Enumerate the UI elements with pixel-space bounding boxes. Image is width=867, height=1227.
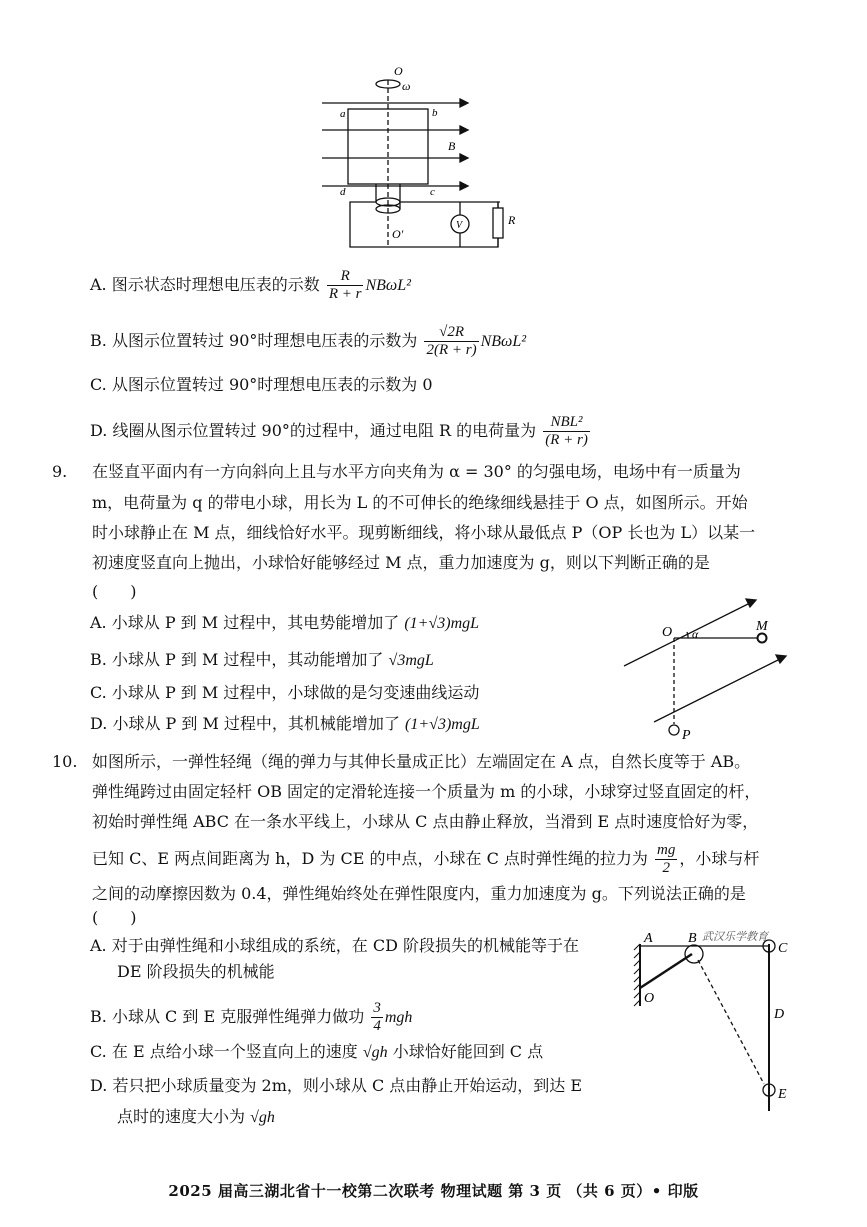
watermark-text: 武汉乐学教育 — [702, 931, 768, 943]
q10-option-b: B. 小球从 C 到 E 克服弹性绳弹力做功 $\frac{3}{4}$ mgh — [90, 1000, 413, 1034]
point-e-label: E — [778, 1087, 787, 1102]
q8-option-b: B. 从图示位置转过 90°时理想电压表的示数为 $\frac{√2R}{2(R + r)}$ NBωL² — [90, 324, 527, 358]
q8-option-a: A. 图示状态时理想电压表的示数 $\frac{R}{R + r}$ NBωL² — [90, 268, 411, 302]
q10-option-c: C. 在 E 点给小球一个竖直向上的速度 √gh 小球恰好能回到 C 点 — [90, 1042, 544, 1061]
corner-d-label: d — [340, 186, 346, 198]
point-b-label: B — [688, 931, 697, 946]
q10-answer-paren: ( ) — [92, 908, 137, 927]
omega-label: ω — [402, 79, 411, 93]
q10-option-a: A. 对于由弹性绳和小球组成的系统，在 CD 阶段损失的机械能等于在 — [90, 936, 579, 955]
page-footer: 2025 届高三湖北省十一校第二次联考 物理试题 第 3 页 （共 6 页）• 印版 — [168, 1182, 699, 1200]
point-a-label: A — [644, 931, 653, 946]
point-o-label: O — [644, 991, 655, 1006]
voltmeter-label: V — [456, 220, 463, 231]
q9-stem-line: 时小球静止在 M 点，细线恰好水平。现剪断细线，将小球从最低点 P（OP 长也为 L）以某一 — [92, 523, 756, 542]
q10-stem-line: 初始时弹性绳 ABC 在一条水平线上，小球从 C 点由静止释放，当滑到 E 点时速度恰好为零， — [92, 812, 759, 831]
axis-bottom-label: O′ — [392, 227, 404, 241]
q9-stem-line: 初速度竖直向上抛出，小球恰好能够经过 M 点，重力加速度为 g，则以下判断正确的是 — [92, 553, 710, 572]
q8-option-c: C. 从图示位置转过 90°时理想电压表的示数为 0 — [90, 375, 433, 394]
point-c-label: C — [778, 941, 788, 956]
q10-stem-line: 如图所示，一弹性轻绳（绳的弹力与其伸长量成正比）左端固定在 A 点，自然长度等于 AB。 — [92, 752, 751, 771]
point-o-label: O — [662, 625, 673, 640]
q9-number: 9. — [52, 462, 68, 481]
elastic-rope-figure — [626, 926, 806, 1126]
q9-stem-line: m，电荷量为 q 的带电小球，用长为 L 的不可伸长的绝缘细线悬挂于 O 点，如图所示。开始 — [92, 493, 748, 512]
q9-answer-paren: ( ) — [92, 582, 137, 601]
point-m-label: M — [756, 619, 768, 634]
point-p-label: P — [682, 728, 691, 743]
q10-option-d: D. 若只把小球质量变为 2m，则小球从 C 点由静止开始运动，到达 E — [90, 1076, 583, 1095]
resistor-label: R — [508, 213, 516, 227]
q10-stem-line: 已知 C、E 两点间距离为 h，D 为 CE 的中点，小球在 C 点时弹性绳的拉力为 $\frac{mg}{2}$ ，小球与杆 — [92, 842, 760, 876]
q9-option-a: A. 小球从 P 到 M 过程中，其电势能增加了 (1+√3)mgL — [90, 613, 480, 632]
q8-option-d: D. 线圈从图示位置转过 90°的过程中，通过电阻 R 的电荷量为 $\frac{\text{NBL²}}{(R + r)}$ — [90, 414, 588, 448]
q10-option-d-cont: 点时的速度大小为 √gh — [117, 1107, 275, 1126]
q9-option-c: C. 小球从 P 到 M 过程中，小球做的是匀变速曲线运动 — [90, 683, 480, 702]
alpha-label: α — [692, 627, 699, 641]
corner-c-label: c — [430, 186, 435, 198]
q9-option-b: B. 小球从 P 到 M 过程中，其动能增加了 √3mgL — [90, 650, 434, 669]
q10-number: 10. — [52, 752, 78, 771]
q10-stem-line: 弹性绳跨过由固定轻杆 OB 固定的定滑轮连接一个质量为 m 的小球，小球穿过竖直固定的杆， — [92, 782, 761, 801]
q9-stem-line: 在竖直平面内有一方向斜向上且与水平方向夹角为 α = 30° 的匀强电场，电场中有一质量为 — [92, 462, 741, 481]
field-b-label: B — [448, 139, 456, 153]
corner-a-label: a — [340, 108, 346, 120]
generator-coil-figure — [310, 62, 530, 262]
q9-option-d: D. 小球从 P 到 M 过程中，其机械能增加了 (1+√3)mgL — [90, 714, 480, 733]
axis-top-label: O — [394, 64, 403, 78]
point-d-label: D — [774, 1007, 785, 1022]
q10-stem-line: 之间的动摩擦因数为 0.4，弹性绳始终处在弹性限度内，重力加速度为 g。下列说法正确的是 — [92, 884, 746, 903]
corner-b-label: b — [432, 107, 438, 119]
electric-field-figure — [618, 596, 798, 756]
q10-option-a-cont: DE 阶段损失的机械能 — [117, 962, 275, 981]
